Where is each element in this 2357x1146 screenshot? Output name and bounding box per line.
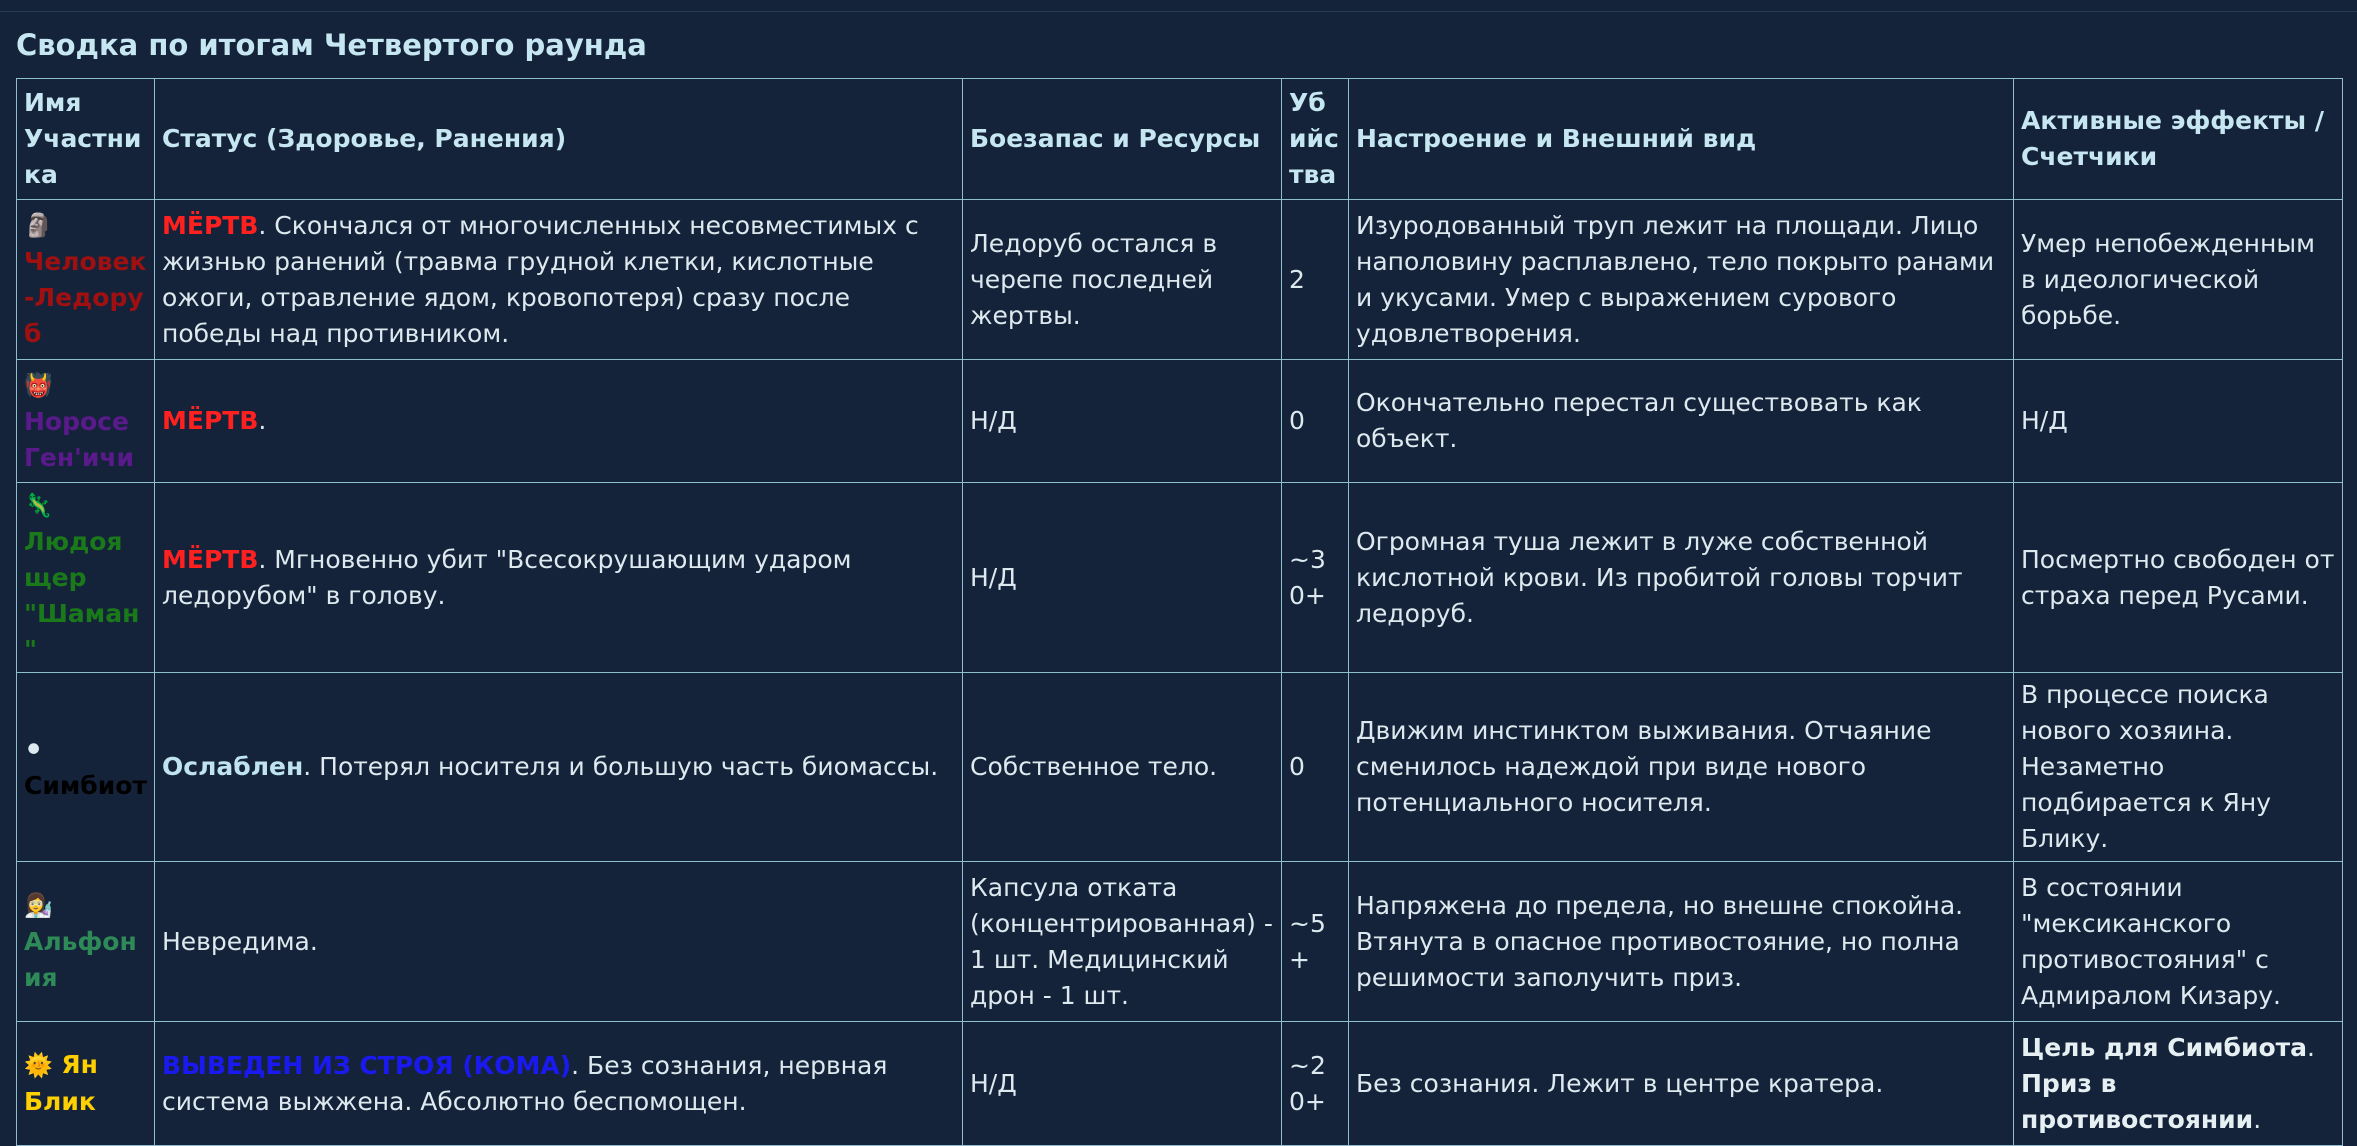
table-row: [17, 673, 2343, 862]
ammo-cell: Н/Д: [963, 483, 1282, 673]
table-header-row: [17, 79, 2343, 200]
lizard-icon: 🦎: [24, 493, 53, 519]
top-divider: [0, 11, 2357, 12]
col-header-name: Имя Участника: [17, 79, 155, 200]
moai-icon: 🗿: [24, 213, 53, 239]
status-text: Невредима.: [162, 926, 318, 956]
participant-name: Симбиот: [24, 770, 147, 800]
status-cell: [155, 360, 963, 483]
kills-cell: 0: [1282, 673, 1349, 862]
mood-cell: Движим инстинктом выживания. Отчаяние сменилось надеждой при виде нового потенциального носителя.: [1349, 673, 2014, 862]
status-cell: [155, 862, 963, 1022]
status-cell: [155, 673, 963, 862]
col-header-mood: Настроение и Внешний вид: [1349, 79, 2014, 200]
ammo-cell: Н/Д: [963, 1022, 1282, 1146]
effects-cell: В процессе поиска нового хозяина. Незаметно подбирается к Яну Блику.: [2014, 673, 2343, 862]
kills-cell: 0: [1282, 360, 1349, 483]
participant-name-cell: [17, 673, 155, 862]
participant-name-cell: [17, 200, 155, 360]
table-row: [17, 862, 2343, 1022]
participant-name-cell: [17, 483, 155, 673]
status-text: . Мгновенно убит "Всесокрушающим ударом ледорубом" в голову.: [162, 544, 852, 610]
effect-end: .: [2253, 1104, 2262, 1134]
status-cell: [155, 483, 963, 673]
participant-name: Человек-Ледоруб: [24, 247, 147, 348]
status-label: МЁРТВ: [162, 210, 259, 240]
effect-separator: .: [2307, 1032, 2315, 1062]
kills-cell: ~20+: [1282, 1022, 1349, 1146]
participant-name: Норосе Ген'ичи: [24, 406, 135, 472]
col-header-effects: Активные эффекты / Счетчики: [2014, 79, 2343, 200]
mood-cell: Без сознания. Лежит в центре кратера.: [1349, 1022, 2014, 1146]
status-label: ВЫВЕДЕН ИЗ СТРОЯ (КОМА): [162, 1050, 572, 1080]
effects-cell: [2014, 1022, 2343, 1146]
participant-name-cell: [17, 862, 155, 1022]
effect-prize: Приз в противостоянии: [2021, 1068, 2254, 1134]
status-cell: [155, 1022, 963, 1146]
ogre-mask-icon: 👹: [24, 372, 53, 399]
participant-name-cell: [17, 360, 155, 483]
status-cell: [155, 200, 963, 360]
status-label: МЁРТВ: [162, 544, 259, 574]
sun-icon: 🌞: [24, 1053, 53, 1079]
participant-name-cell: [17, 1022, 155, 1146]
participant-name: Альфония: [24, 927, 137, 992]
effects-cell: В состоянии "мексиканского противостояния" с Адмиралом Кизару.: [2014, 862, 2343, 1022]
page-title: Сводка по итогам Четвертого раунда: [16, 28, 647, 62]
status-text: .: [258, 406, 267, 435]
ammo-cell: Собственное тело.: [963, 673, 1282, 862]
mood-cell: Огромная туша лежит в луже собственной кислотной крови. Из пробитой головы торчит ледоруб.: [1349, 483, 2014, 673]
symbiote-blob-icon: ⚫: [24, 736, 44, 763]
col-header-status: Статус (Здоровье, Ранения): [155, 79, 963, 200]
status-label: Ослаблен: [162, 752, 304, 781]
scientist-icon: 👩‍🔬: [24, 893, 53, 919]
col-header-ammo: Боезапас и Ресурсы: [963, 79, 1282, 200]
round-summary-table: [16, 78, 2343, 1146]
effects-cell: Н/Д: [2014, 360, 2343, 483]
table-row: [17, 483, 2343, 673]
mood-cell: Окончательно перестал существовать как объект.: [1349, 360, 2014, 483]
status-text: . Без сознания, нервная система выжжена. Абсолютно беспомощен.: [162, 1050, 888, 1116]
status-label: МЁРТВ: [162, 406, 259, 435]
effect-target: Цель для Симбиота: [2021, 1032, 2308, 1062]
status-text: . Скончался от многочисленных несовместимых с жизнью ранений (травма грудной клетки, кислотные ожоги, отравление ядом, кровопотеря) сразу после победы над противником.: [162, 210, 919, 348]
kills-cell: ~5+: [1282, 862, 1349, 1022]
ammo-cell: Ледоруб остался в черепе последней жертвы.: [963, 200, 1282, 360]
kills-cell: ~30+: [1282, 483, 1349, 673]
effects-cell: Умер непобежденным в идеологической борьбе.: [2014, 200, 2343, 360]
effects-cell: Посмертно свободен от страха перед Русами.: [2014, 483, 2343, 673]
table-row: [17, 200, 2343, 360]
participant-name: Ян Блик: [24, 1050, 98, 1116]
kills-cell: 2: [1282, 200, 1349, 360]
mood-cell: Напряжена до предела, но внешне спокойна. Втянута в опасное противостояние, но полна решимости заполучить приз.: [1349, 862, 2014, 1022]
status-text: . Потерял носителя и большую часть биомассы.: [303, 752, 939, 781]
mood-cell: Изуродованный труп лежит на площади. Лицо наполовину расплавлено, тело покрыто ранами и укусами. Умер с выражением сурового удовлетворения.: [1349, 200, 2014, 360]
ammo-cell: Капсула отката (концентрированная) - 1 шт. Медицинский дрон - 1 шт.: [963, 862, 1282, 1022]
table-row: [17, 1022, 2343, 1146]
table-row: [17, 360, 2343, 483]
col-header-kills: Убийства: [1282, 79, 1349, 200]
participant-name: Людоящер "Шаман": [24, 527, 140, 664]
ammo-cell: Н/Д: [963, 360, 1282, 483]
